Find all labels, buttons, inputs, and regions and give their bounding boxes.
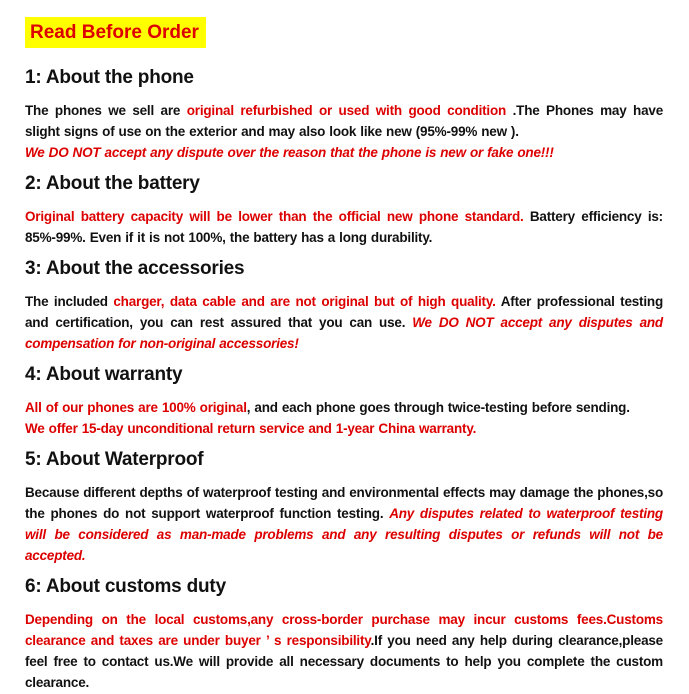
text-segment-black: Because different depths of waterproof testing and environmental effects may damage the phones,so the phones do not support waterproof function testing. xyxy=(25,485,663,521)
text-segment-red-italic: We DO NOT accept any disputes and compensation for non-original accessories! xyxy=(25,315,663,351)
text-segment-black: After professional testing and certification, you can rest assured that you can use. xyxy=(25,294,663,330)
section-heading: 4: About warranty xyxy=(25,364,183,385)
text-segment-black: Battery efficiency is: 85%-99%. Even if it is not 100%, the battery has a long durability. xyxy=(25,209,663,245)
section-heading: 6: About customs duty xyxy=(25,576,226,597)
text-segment-red: original refurbished or used with good condition xyxy=(186,103,513,118)
text-segment-black: The included xyxy=(25,294,114,309)
section-heading: 3: About the accessories xyxy=(25,258,245,279)
paragraph xyxy=(25,291,663,354)
text-segment-red-italic: We DO NOT accept any dispute over the reason that the phone is new or fake one!!! xyxy=(25,145,554,160)
text-segment-red: Original battery capacity will be lower than the official new phone standard. xyxy=(25,209,524,224)
paragraph xyxy=(25,482,663,566)
page-title: Read Before Order xyxy=(25,17,206,48)
paragraph xyxy=(25,609,663,693)
text-segment-black: .The Phones may have slight signs of use on the exterior and may also look like new (95%-99% new ). xyxy=(25,103,664,139)
section xyxy=(25,258,663,354)
text-segment-black: , and each phone goes through twice-testing before sending. xyxy=(246,400,630,415)
text-segment-red: All of our phones are 100% original xyxy=(25,400,247,415)
text-segment-red: charger, data cable and are not original but of high quality. xyxy=(113,294,496,309)
section xyxy=(25,576,663,693)
paragraph xyxy=(25,100,663,142)
section-heading: 1: About the phone xyxy=(25,67,194,88)
text-segment-red: We offer 15-day unconditional return service and 1-year China warranty. xyxy=(25,421,477,436)
section xyxy=(25,67,663,163)
text-segment-black: .If you need any help during clearance,please feel free to contact us.We will provide all necessary documents to help you complete the custom clearance. xyxy=(25,633,663,690)
sections xyxy=(25,67,663,693)
paragraph xyxy=(25,418,663,439)
section xyxy=(25,364,663,439)
text-segment-black: The phones we sell are xyxy=(25,103,187,118)
paragraph xyxy=(25,397,663,418)
section xyxy=(25,449,663,566)
section-heading: 2: About the battery xyxy=(25,173,200,194)
section-heading: 5: About Waterproof xyxy=(25,449,204,470)
section xyxy=(25,173,663,248)
paragraph xyxy=(25,206,663,248)
text-segment-red: Depending on the local customs,any cross-border purchase may incur customs fees.Customs clearance and taxes are under buyer ’ s responsibility xyxy=(25,612,663,648)
text-segment-red-italic: Any disputes related to waterproof testing will be considered as man-made problems and any resulting disputes or refunds will not be accepted. xyxy=(25,506,663,563)
paragraph xyxy=(25,142,663,163)
